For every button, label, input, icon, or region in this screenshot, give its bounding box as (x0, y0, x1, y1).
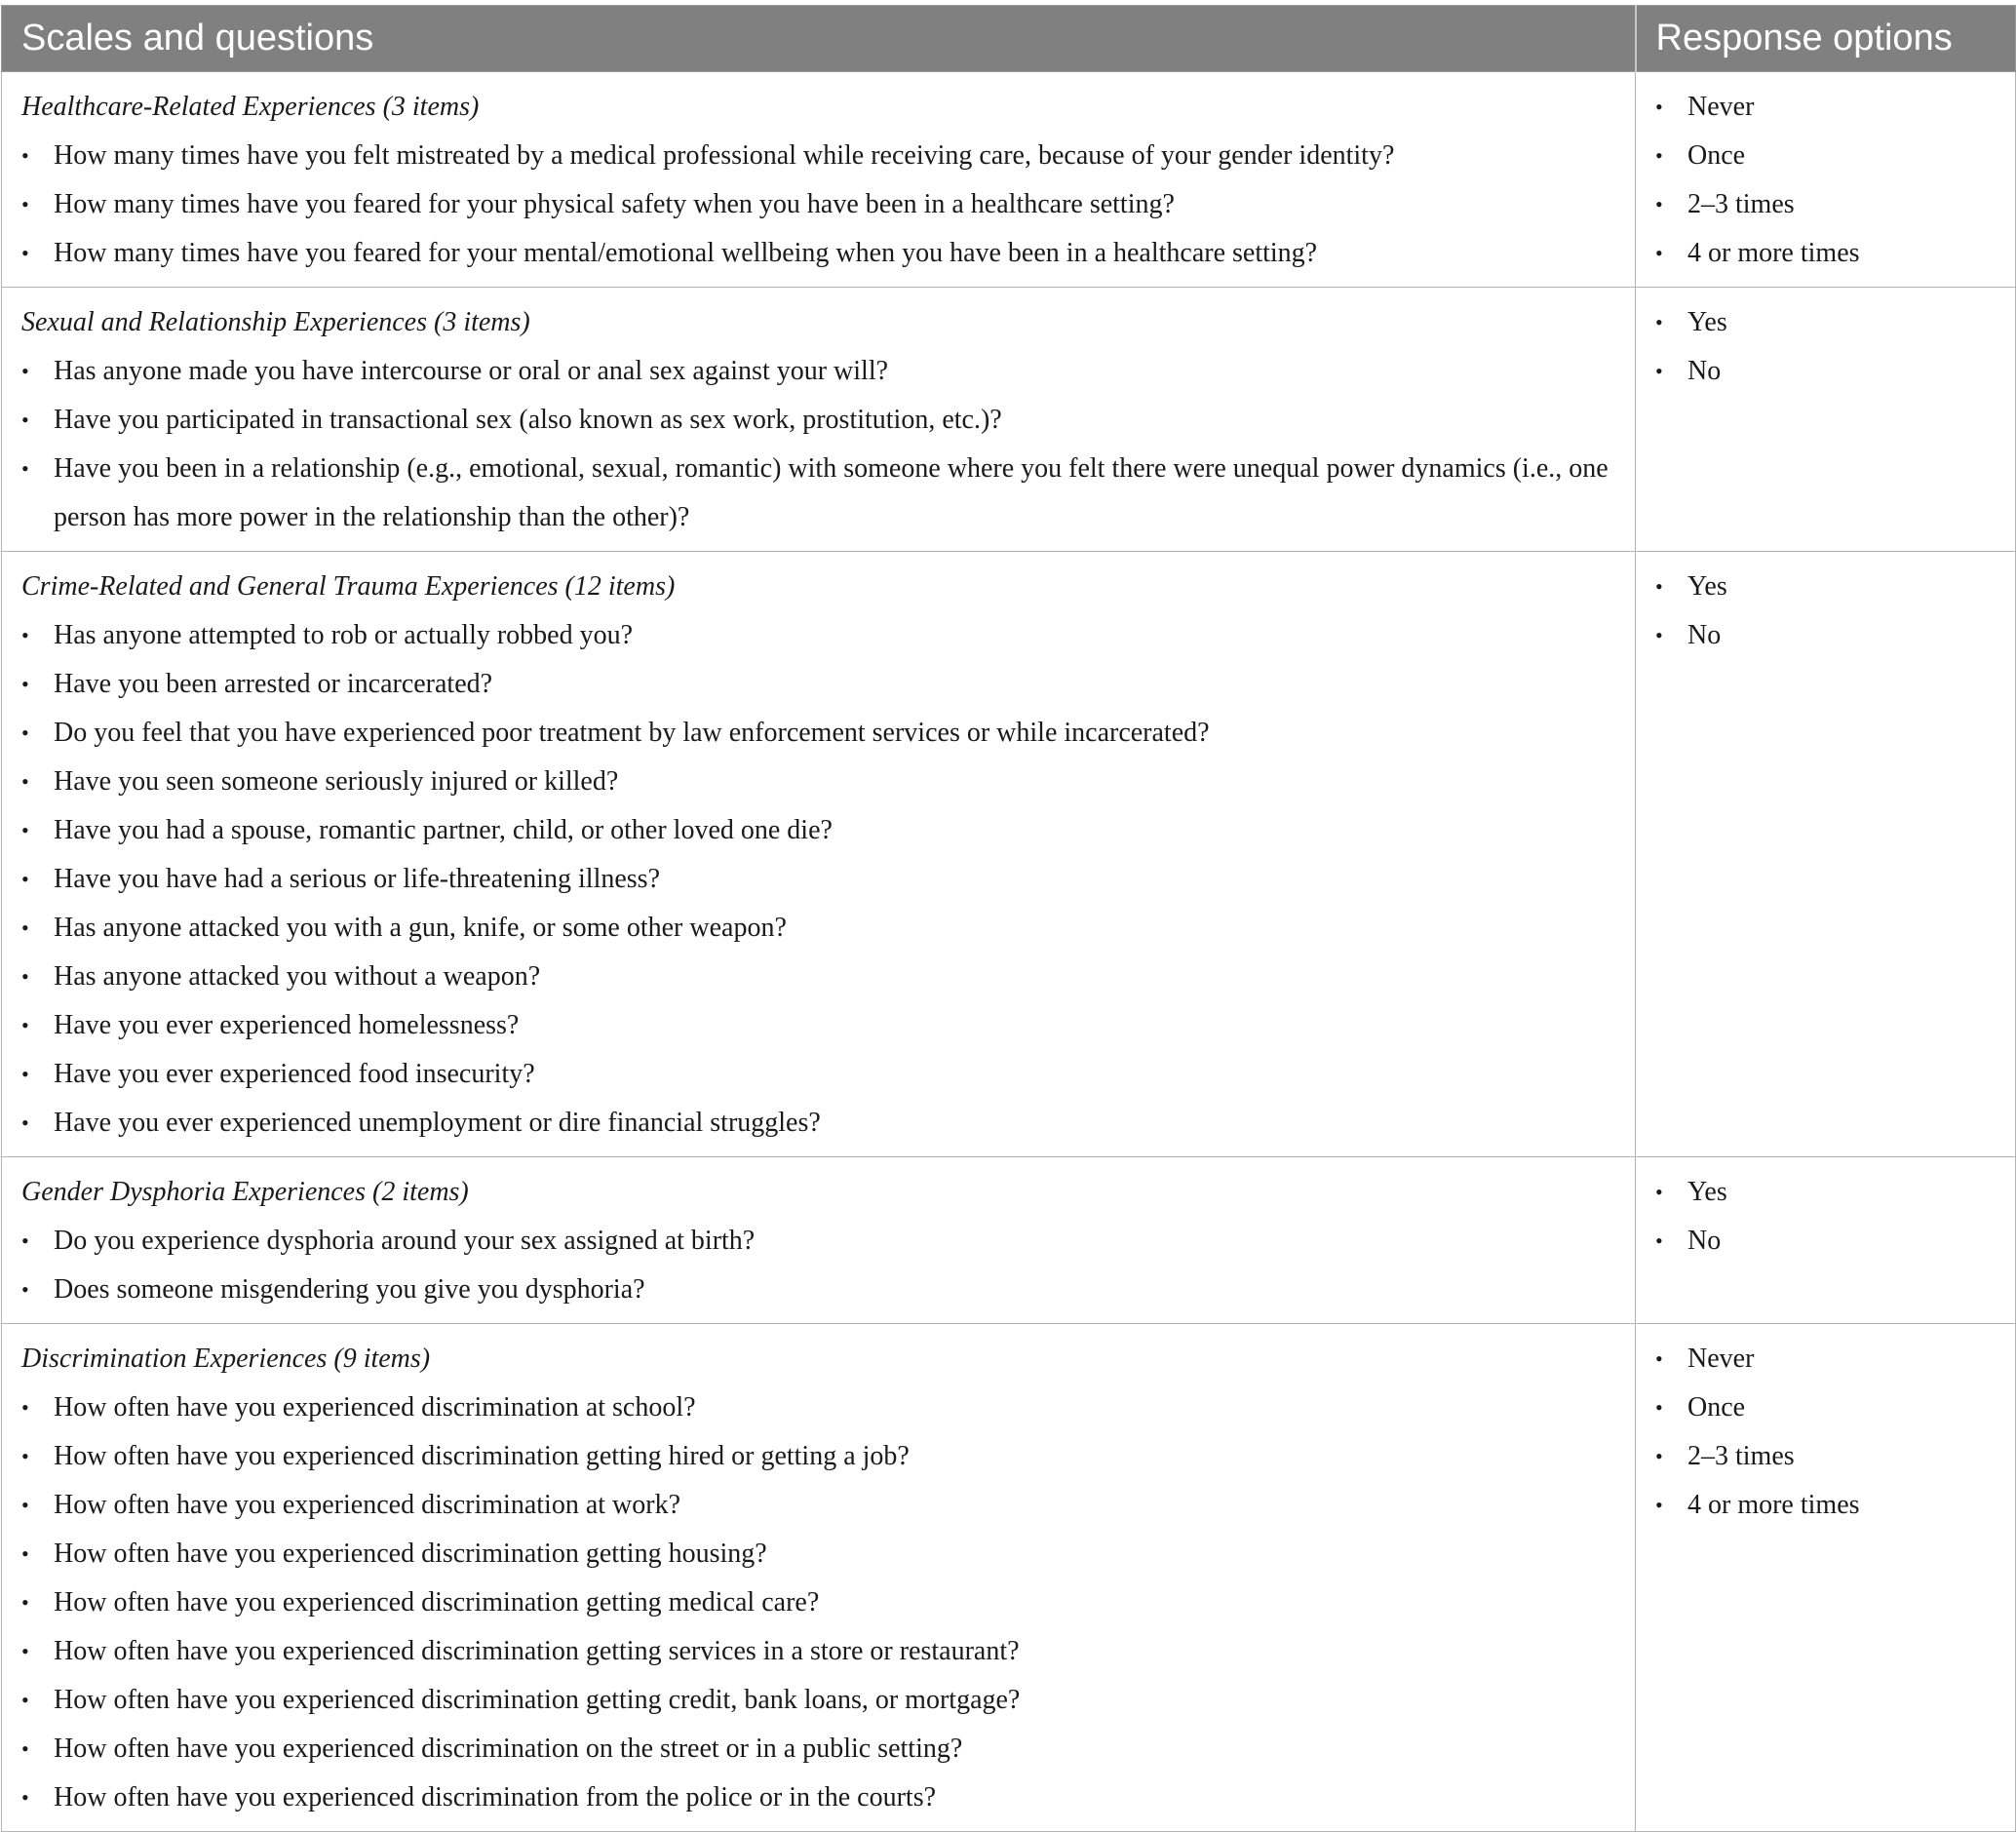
response-option: • No (1655, 611, 2015, 660)
question-item: • Have you ever experienced food insecurity? (21, 1050, 1615, 1099)
questions-cell (2, 1324, 1636, 1832)
response-option: • Yes (1655, 298, 2015, 347)
response-option: • 4 or more times (1655, 1481, 2015, 1530)
question-item: • Have you have had a serious or life-threatening illness? (21, 855, 1615, 904)
question-item: • Have you been arrested or incarcerated? (21, 660, 1615, 709)
question-item: • How often have you experienced discrimination from the police or in the courts? (21, 1774, 1615, 1822)
response-list (1655, 83, 2015, 278)
question-item: • How often have you experienced discrimination at work? (21, 1481, 1615, 1530)
question-list (21, 347, 1615, 542)
response-list (1655, 1335, 2015, 1530)
response-option: • Yes (1655, 1168, 2015, 1217)
question-item: • Have you had a spouse, romantic partner, child, or other loved one die? (21, 806, 1615, 855)
response-option: • Yes (1655, 563, 2015, 611)
scale-title: Healthcare-Related Experiences (3 items) (21, 92, 480, 122)
column-header-responses: Response options (1636, 6, 2016, 72)
table-body (2, 72, 2016, 1832)
question-item: • How many times have you feared for your physical safety when you have been in a healthcare setting? (21, 180, 1615, 229)
responses-cell (1636, 72, 2016, 288)
question-item: • Has anyone made you have intercourse or oral or anal sex against your will? (21, 347, 1615, 396)
question-item: • How often have you experienced discrimination on the street or in a public setting? (21, 1725, 1615, 1774)
response-option: • 2–3 times (1655, 1432, 2015, 1481)
response-list (1655, 563, 2015, 660)
scales-table (1, 5, 2016, 1832)
table-row (2, 1324, 2016, 1832)
question-item: • Have you participated in transactional sex (also known as sex work, prostitution, etc.)? (21, 396, 1615, 445)
scale-title: Discrimination Experiences (9 items) (21, 1344, 431, 1374)
question-item: • How many times have you feared for your mental/emotional wellbeing when you have been in a healthcare setting? (21, 229, 1615, 278)
response-option: • Once (1655, 132, 2015, 180)
column-header-questions: Scales and questions (2, 6, 1636, 72)
question-item: • How often have you experienced discrimination getting hired or getting a job? (21, 1432, 1615, 1481)
questions-cell (2, 288, 1636, 552)
scale-title: Gender Dysphoria Experiences (2 items) (21, 1177, 469, 1207)
scale-title: Sexual and Relationship Experiences (3 items) (21, 307, 530, 337)
question-item: • Has anyone attacked you without a weapon? (21, 953, 1615, 1001)
question-item: • Do you feel that you have experienced poor treatment by law enforcement services or while incarcerated? (21, 709, 1615, 758)
responses-cell (1636, 552, 2016, 1157)
responses-cell (1636, 1157, 2016, 1324)
question-item: • Do you experience dysphoria around your sex assigned at birth? (21, 1217, 1615, 1266)
question-item: • How many times have you felt mistreated by a medical professional while receiving care, because of your gender identity? (21, 132, 1615, 180)
question-item: • Have you ever experienced homelessness? (21, 1001, 1615, 1050)
response-option: • 4 or more times (1655, 229, 2015, 278)
response-option: • Never (1655, 1335, 2015, 1384)
response-option: • Once (1655, 1384, 2015, 1432)
scale-title: Crime-Related and General Trauma Experiences (12 items) (21, 571, 676, 602)
question-item: • Has anyone attempted to rob or actually robbed you? (21, 611, 1615, 660)
question-item: • How often have you experienced discrimination getting medical care? (21, 1579, 1615, 1627)
responses-cell (1636, 288, 2016, 552)
question-item: • How often have you experienced discrimination getting housing? (21, 1530, 1615, 1579)
question-item: • Does someone misgendering you give you dysphoria? (21, 1266, 1615, 1314)
questions-cell (2, 552, 1636, 1157)
table-row (2, 1157, 2016, 1324)
question-list (21, 1217, 1615, 1314)
question-item: • How often have you experienced discrimination at school? (21, 1384, 1615, 1432)
response-option: • 2–3 times (1655, 180, 2015, 229)
questions-cell (2, 1157, 1636, 1324)
response-list (1655, 298, 2015, 396)
question-item: • Have you been in a relationship (e.g., emotional, sexual, romantic) with someone where you felt there were unequal power dynamics (i.e., one person has more power in the relationship than the other)? (21, 445, 1615, 542)
table-row (2, 288, 2016, 552)
table-row (2, 72, 2016, 288)
question-item: • Has anyone attacked you with a gun, knife, or some other weapon? (21, 904, 1615, 953)
questions-cell (2, 72, 1636, 288)
question-item: • How often have you experienced discrimination getting services in a store or restaurant? (21, 1627, 1615, 1676)
question-list (21, 1384, 1615, 1822)
question-item: • How often have you experienced discrimination getting credit, bank loans, or mortgage? (21, 1676, 1615, 1725)
response-option: • No (1655, 347, 2015, 396)
question-list (21, 132, 1615, 278)
response-option: • Never (1655, 83, 2015, 132)
table-header (2, 6, 2016, 72)
header-row (2, 6, 2016, 72)
responses-cell (1636, 1324, 2016, 1832)
question-item: • Have you ever experienced unemployment or dire financial struggles? (21, 1099, 1615, 1148)
question-item: • Have you seen someone seriously injured or killed? (21, 758, 1615, 806)
response-option: • No (1655, 1217, 2015, 1266)
question-list (21, 611, 1615, 1148)
response-list (1655, 1168, 2015, 1266)
table-row (2, 552, 2016, 1157)
